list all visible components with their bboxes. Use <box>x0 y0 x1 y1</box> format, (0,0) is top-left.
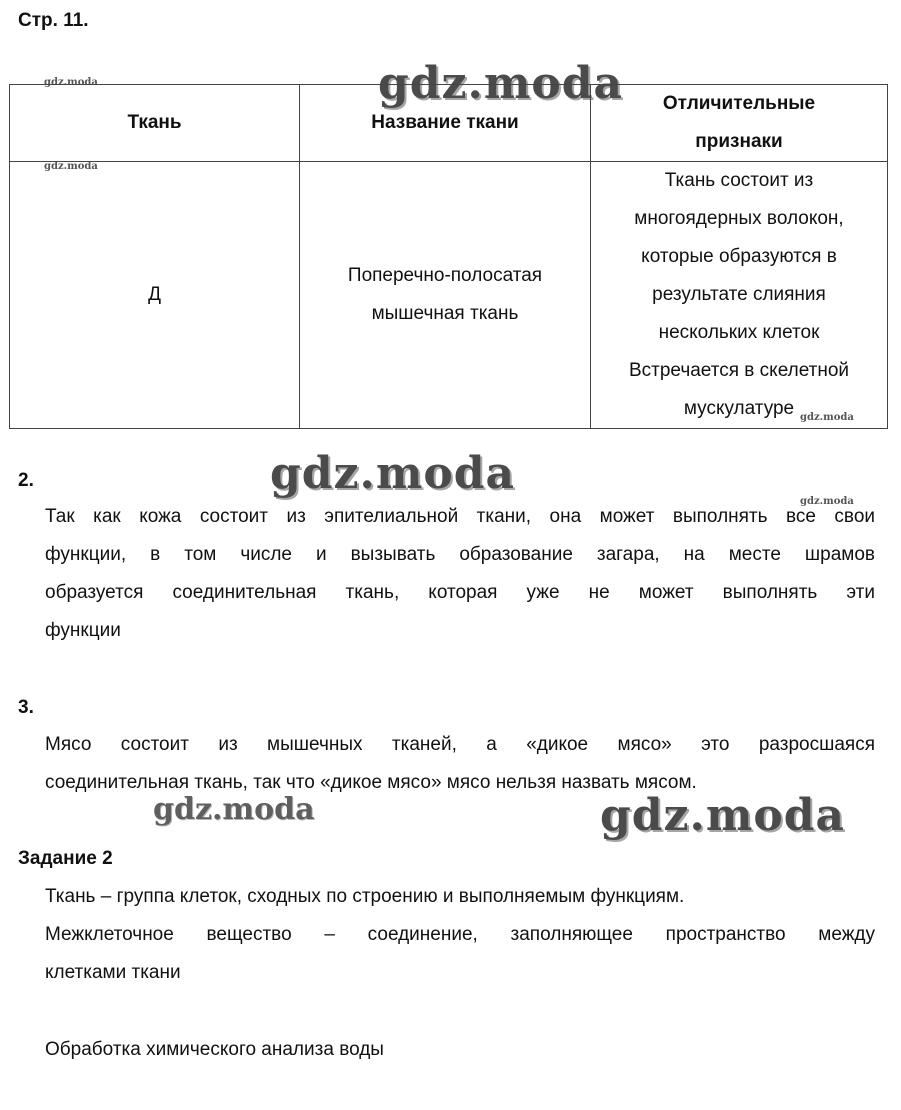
section-3-line: соединительная ткань, так что «дикое мясо» мясо нельзя назвать мясом. <box>45 772 697 793</box>
watermark-small: gdz.moda <box>44 77 98 88</box>
section-3-line: Мясо состоит из мышечных тканей, а «дикое мясо» это разросшаяся <box>45 734 875 755</box>
watermark-small: gdz.moda <box>44 161 98 172</box>
definition-intercellular-line: Межклеточное вещество – соединение, заполняющее пространство между <box>45 924 875 945</box>
footer-line: Обработка химического анализа воды <box>45 1039 384 1060</box>
header-features-line2: признаки <box>695 131 783 152</box>
feature-line: Ткань состоит из <box>664 170 814 191</box>
definition-tissue: Ткань – группа клеток, сходных по строению и выполняемым функциям. <box>45 886 685 907</box>
watermark-small: gdz.moda <box>800 496 854 507</box>
feature-line: мускулатуре <box>683 398 795 419</box>
section-2-number: 2. <box>18 470 34 491</box>
feature-line: нескольких клеток <box>658 322 820 343</box>
watermark: gdz.moda <box>378 58 624 109</box>
header-features-line1: Отличительные <box>662 93 816 114</box>
section-2-line: функции <box>45 620 121 641</box>
section-2-line: образуется соединительная ткань, которая уже не может выполнять эти <box>45 582 875 603</box>
definition-intercellular-line: клетками ткани <box>45 962 181 983</box>
watermark: gdz.moda <box>600 790 846 841</box>
feature-line: Встречается в скелетной <box>628 360 850 381</box>
task-2-heading: Задание 2 <box>18 848 113 869</box>
watermark-small: gdz.moda <box>800 412 854 423</box>
watermark: gdz.moda <box>153 792 315 827</box>
cell-name-line2: мышечная ткань <box>371 303 519 324</box>
feature-line: многоядерных волокон, <box>634 208 844 229</box>
watermark: gdz.moda <box>270 448 516 499</box>
cell-features <box>591 162 888 429</box>
section-3-number: 3. <box>18 697 34 718</box>
section-2-line: функции, в том числе и вызывать образование загара, на месте шрамов <box>45 544 875 565</box>
tissue-table <box>9 84 888 429</box>
table-header-row <box>10 85 888 162</box>
feature-line: которые образуются в <box>641 246 837 267</box>
section-2-line: Так как кожа состоит из эпителиальной ткани, она может выполнять все свои <box>45 506 875 527</box>
page-number: Стр. 11. <box>18 10 89 31</box>
cell-tissue: Д <box>10 162 300 429</box>
cell-name <box>300 162 591 429</box>
header-name: Название ткани <box>300 85 591 162</box>
header-tissue: Ткань <box>10 85 300 162</box>
feature-line: результате слияния <box>652 284 826 305</box>
table-row <box>10 162 888 429</box>
cell-name-line1: Поперечно-полосатая <box>347 265 543 286</box>
header-features <box>591 85 888 162</box>
